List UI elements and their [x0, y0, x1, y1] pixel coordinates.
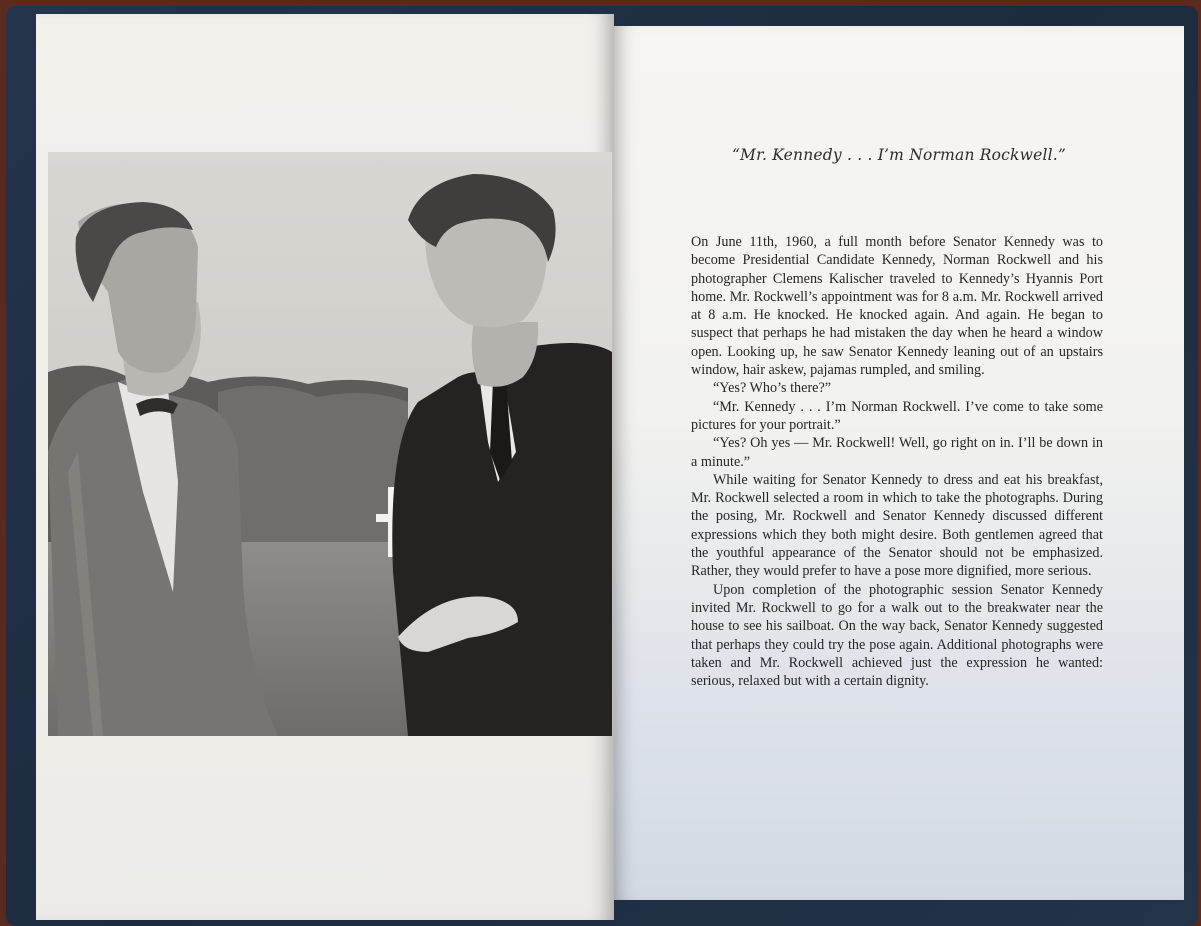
paragraph: “Yes? Oh yes — Mr. Rockwell! Well, go right on in. I’ll be down in a minute.” [691, 435, 1103, 470]
black-and-white-photograph [48, 152, 612, 736]
paragraph: While waiting for Senator Kennedy to dress and eat his breakfast, Mr. Rockwell selected a room in which to take the photographs. During the posing, Mr. Rockwell and Senator Kennedy discussed different expressions which they both might desire. Both gentlemen agreed that the youthful appearance of the Senator should not be emphasized. Rather, they would prefer to have a pose more dignified, more serious. [691, 471, 1103, 580]
chapter-title: “Mr. Kennedy . . . I’m Norman Rockwell.” [731, 146, 1067, 164]
paragraph: “Mr. Kennedy . . . I’m Norman Rockwell. I’ve come to take some pictures for your portrait.” [691, 398, 1103, 433]
paragraph: Upon completion of the photographic session Senator Kennedy invited Mr. Rockwell to go for a walk out to the breakwater near the house to see his sailboat. On the way back, Senator Kennedy suggested that perhaps they could try the pose again. Additional photographs were taken and Mr. Rockwell achieved just the expression he wanted: serious, relaxed but with a certain dignity. [691, 581, 1103, 690]
paragraph: On June 11th, 1960, a full month before Senator Kennedy was to become Presidential Candidate Kennedy, Norman Rockwell and his photographer Clemens Kalischer traveled to Kennedy’s Hyannis Port home. Mr. Rockwell’s appointment was for 8 a.m. Mr. Rockwell arrived at 8 a.m. He knocked. He knocked again. And again. He began to suspect that perhaps he had mistaken the day when he heard a window open. Looking up, he saw Senator Kennedy leaning out of an upstairs window, hair askew, pajamas rumpled, and smiling. [691, 234, 1103, 379]
story-text [691, 233, 1103, 690]
paragraph: “Yes? Who’s there?” [713, 380, 832, 397]
